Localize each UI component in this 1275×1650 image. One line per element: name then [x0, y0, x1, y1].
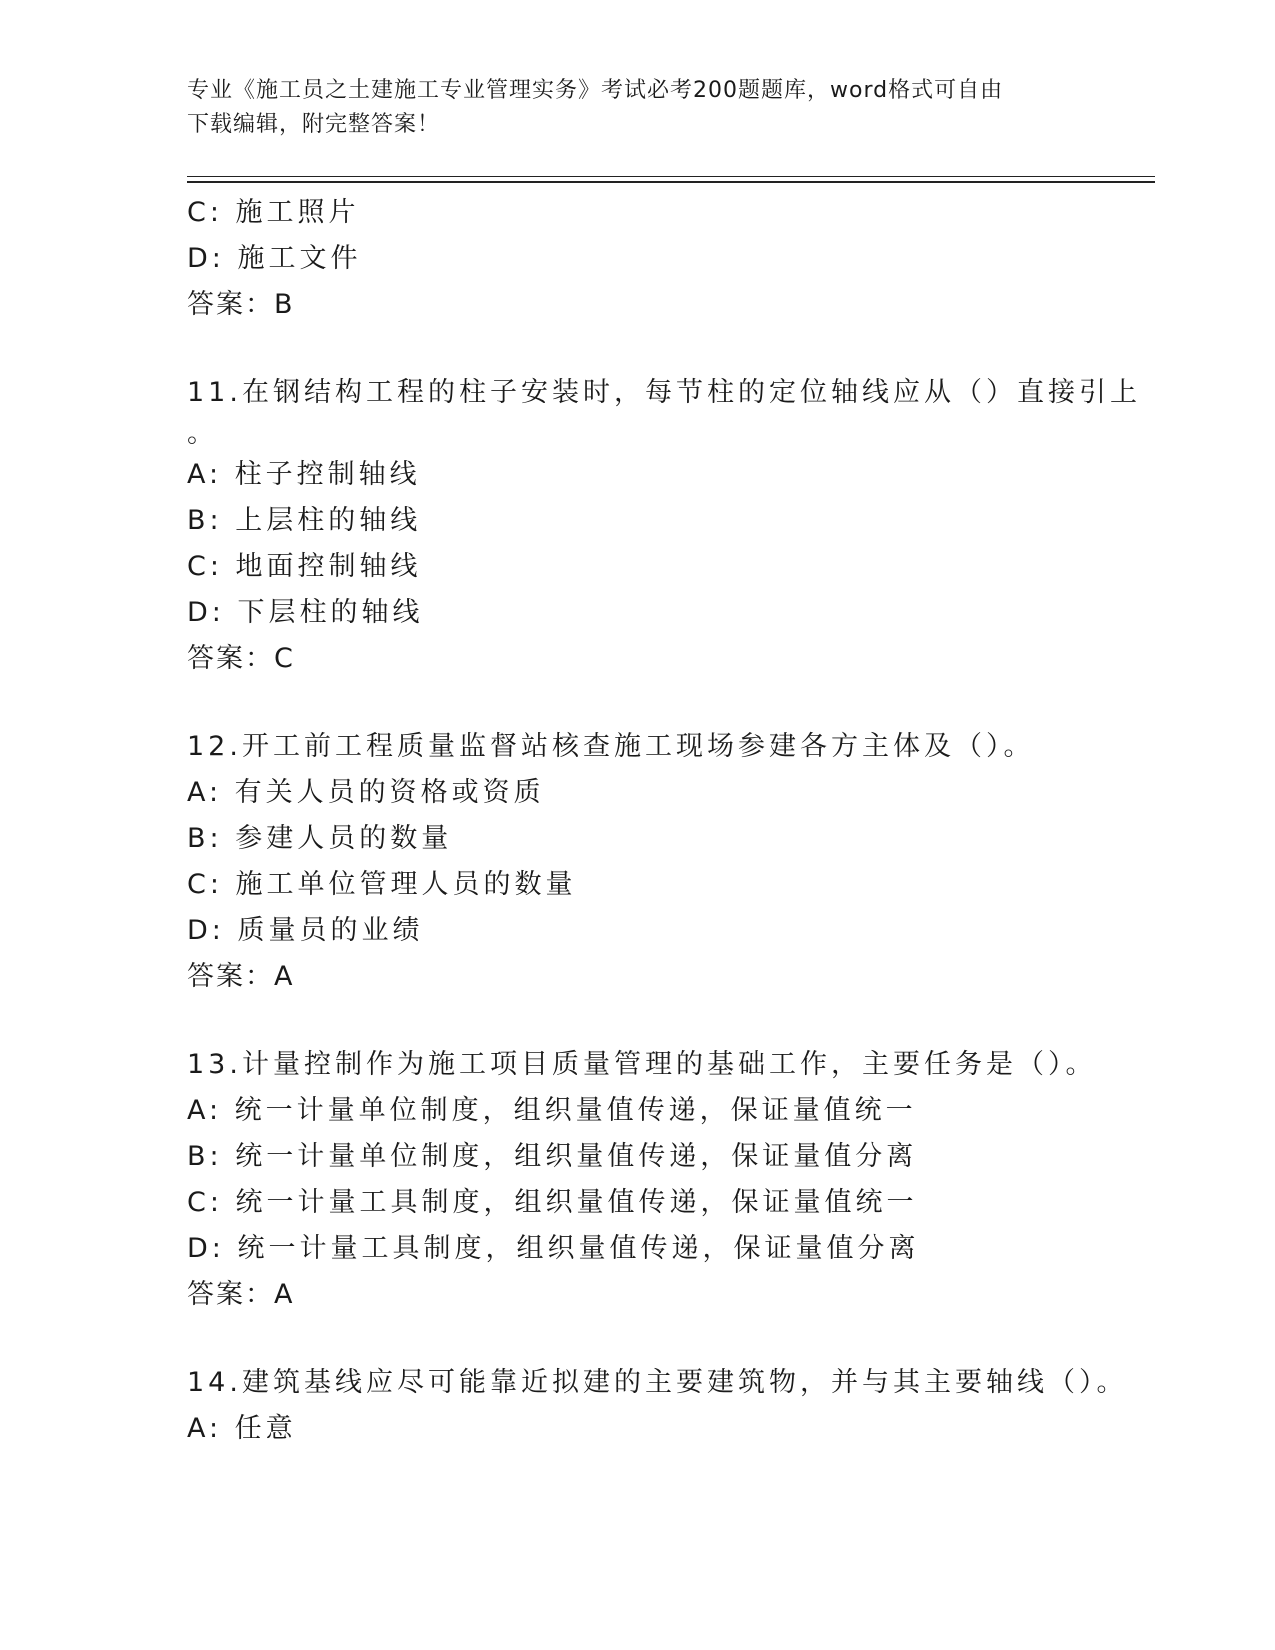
- header-line-1: 专业《施工员之土建施工专业管理实务》考试必考200题题库，word格式可自由: [187, 78, 1004, 103]
- option-d: D: 统一计量工具制度，组织量值传递，保证量值分离: [187, 1233, 920, 1264]
- spacer: [187, 1318, 1087, 1360]
- question-stem: 13.计量控制作为施工项目质量管理的基础工作，主要任务是（）。: [187, 1049, 1097, 1080]
- header-divider-thick: [187, 181, 1155, 183]
- option-d: D: 下层柱的轴线: [187, 597, 424, 628]
- question-13: [187, 1042, 1097, 1318]
- question-list: [187, 190, 1141, 1452]
- answer: 答案：A: [187, 961, 295, 992]
- option-c: C: 施工照片: [187, 197, 360, 228]
- question-stem-tail: 。: [187, 418, 218, 449]
- question-12: [187, 724, 1087, 1000]
- option-c: C: 地面控制轴线: [187, 551, 422, 582]
- spacer: [187, 328, 1087, 370]
- header-divider-thin: [187, 176, 1155, 177]
- answer: 答案：B: [187, 289, 295, 320]
- option-a: A: 有关人员的资格或资质: [187, 777, 545, 808]
- spacer: [187, 1000, 1087, 1042]
- document-header: [187, 74, 1087, 142]
- spacer: [187, 682, 1087, 724]
- question-11: [187, 370, 1141, 682]
- option-a: A: 统一计量单位制度，组织量值传递，保证量值统一: [187, 1095, 917, 1126]
- option-c: C: 施工单位管理人员的数量: [187, 869, 577, 900]
- question-14: [187, 1360, 1128, 1452]
- option-b: B: 上层柱的轴线: [187, 505, 422, 536]
- option-b: B: 参建人员的数量: [187, 823, 453, 854]
- option-c: C: 统一计量工具制度，组织量值传递，保证量值统一: [187, 1187, 918, 1218]
- answer: 答案：A: [187, 1279, 295, 1310]
- question-stem: 11.在钢结构工程的柱子安装时，每节柱的定位轴线应从（）直接引上: [187, 377, 1141, 408]
- option-b: B: 统一计量单位制度，组织量值传递，保证量值分离: [187, 1141, 918, 1172]
- question-stem: 12.开工前工程质量监督站核查施工现场参建各方主体及（）。: [187, 731, 1035, 762]
- option-a: A: 柱子控制轴线: [187, 459, 421, 490]
- question-stem: 14.建筑基线应尽可能靠近拟建的主要建筑物，并与其主要轴线（）。: [187, 1367, 1128, 1398]
- question-10-tail: [187, 190, 1087, 328]
- option-a: A: 任意: [187, 1413, 297, 1444]
- header-line-2: 下载编辑，附完整答案！: [187, 112, 441, 137]
- answer: 答案：C: [187, 643, 295, 674]
- option-d: D: 质量员的业绩: [187, 915, 424, 946]
- option-d: D: 施工文件: [187, 243, 362, 274]
